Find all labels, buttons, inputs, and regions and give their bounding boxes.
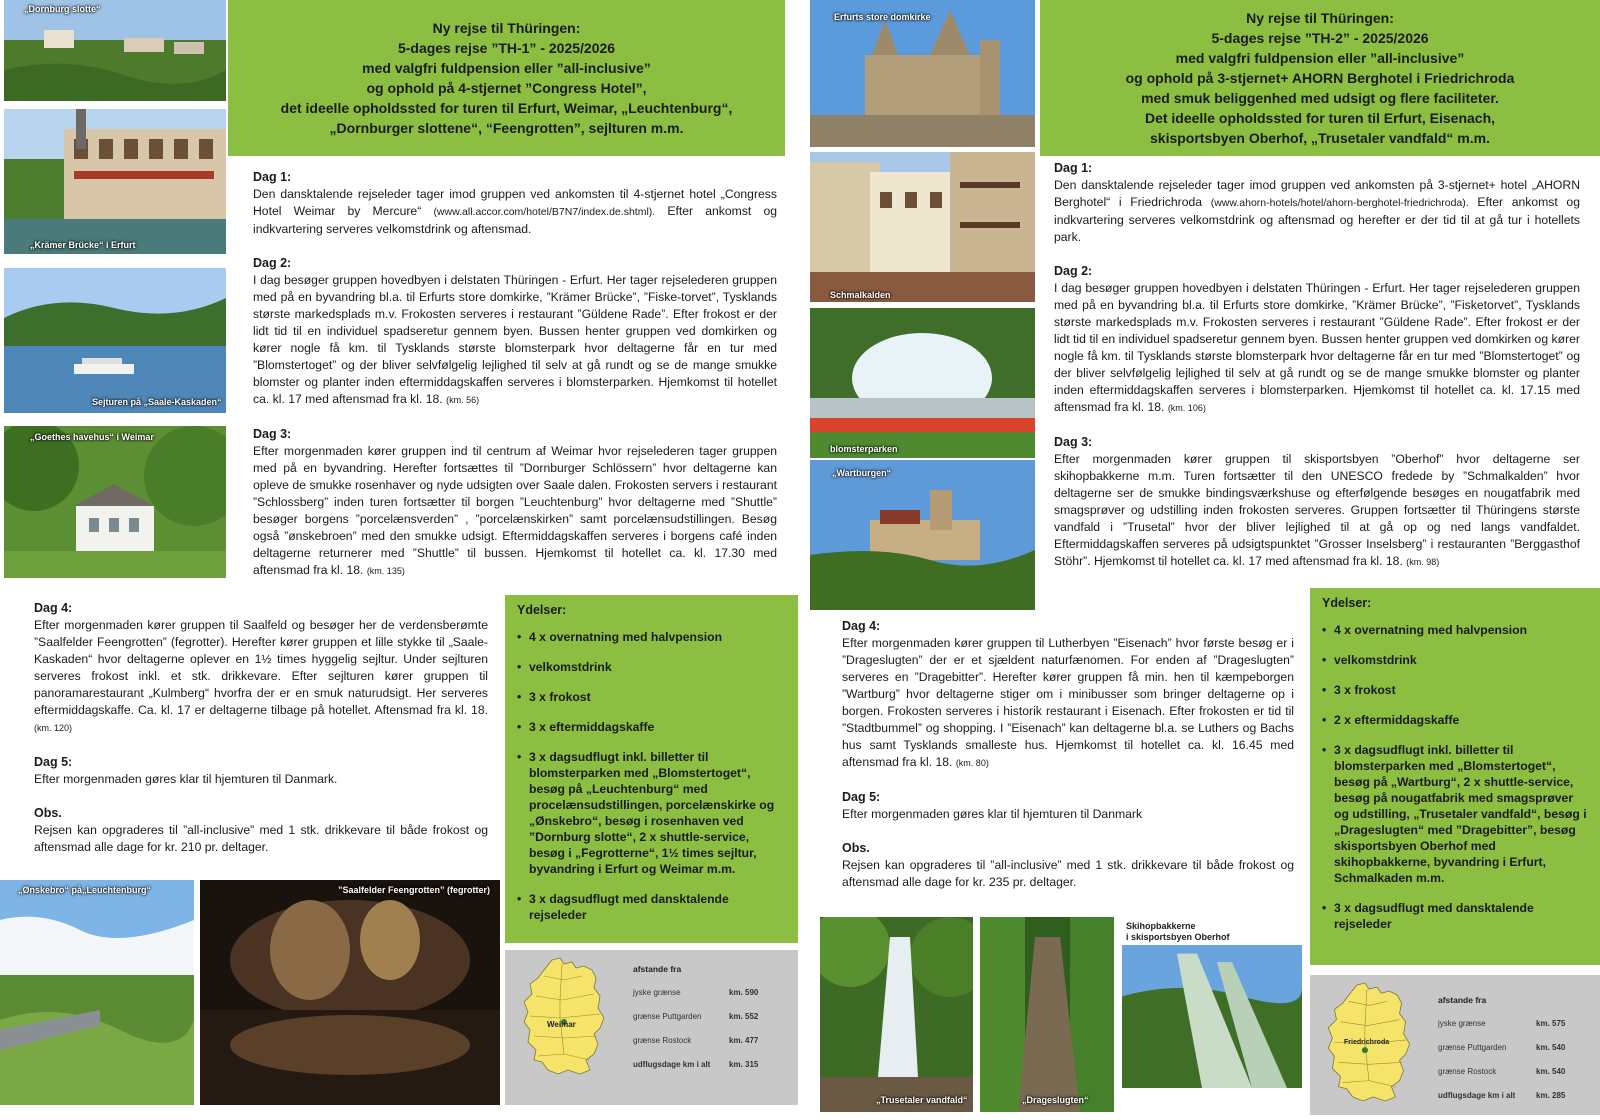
hotel-url: (www.ahorn-hotels/hotel/ahorn-berghotel-friedrichroda). (1210, 197, 1469, 209)
km-note: (km. 98) (1406, 557, 1440, 567)
distance-row: jyske grænse km. 590 (633, 988, 759, 997)
right-ydelser-box (1310, 588, 1600, 965)
right-itinerary-lower (842, 618, 1294, 891)
day-text: Den dansktalende rejseleder tager imod gruppen ved ankomsten på 3-stjernet+ hotel „AHORN Berghotel“ i Friedrichroda (www.ahorn-hotels/hotel/ahorn-berghotel-friedrichroda). Efter ankomst og indkvartering serveres velkomstdrink og aftensmad og herefter er der tid til at gå tur i hotellets park. (1054, 178, 1580, 244)
germany-map (513, 956, 615, 1076)
km-note: (km. 106) (1167, 403, 1206, 413)
photo-caption: Erfurts store domkirke (834, 12, 931, 22)
right-distance-box (1310, 975, 1600, 1115)
photo-schmalkalden (810, 152, 1035, 302)
distance-heading: afstande fra (633, 964, 682, 974)
ydelse-item: • velkomstdrink (517, 659, 786, 675)
photo-kraemer-bruecke (4, 109, 226, 254)
day-heading: Dag 4: (34, 601, 73, 615)
title-line: med valgfri fuldpension eller ”all-inclusive” (362, 60, 651, 76)
obs-heading: Obs. (842, 841, 870, 855)
distance-row: grænse Puttgarden km. 540 (1438, 1043, 1566, 1052)
distance-heading: afstande fra (1438, 995, 1487, 1005)
photo-caption: „Goethes havehus“ i Weimar (30, 432, 154, 442)
photo-caption: Skihopbakkerne (1126, 921, 1196, 931)
day-text: Efter morgenmaden gøres klar til hjemturen til Danmark (842, 807, 1143, 821)
left-distance-box (505, 950, 798, 1105)
photo-goethes-havehus (4, 426, 226, 578)
left-itinerary-lower (34, 600, 488, 856)
ydelser-heading: Ydelser: (517, 603, 567, 617)
day-heading: Dag 1: (253, 170, 292, 184)
title-line: Det ideelle opholdssted for turen til Erfurt, Eisenach, (1144, 110, 1496, 126)
photo-wartburg (810, 460, 1035, 610)
day-heading: Dag 5: (842, 790, 881, 804)
distance-row: grænse Puttgarden km. 552 (633, 1012, 759, 1021)
photo-caption: „Ønskebro“ på„Leuchtenburg“ (18, 885, 152, 895)
photo-caption: i skisportsbyen Oberhof (1126, 932, 1230, 942)
photo-caption: Schmalkalden (830, 290, 891, 300)
day-text: Efter morgenmaden kører gruppen til Lutherbyen ”Eisenach” hvor første besøg er i ”Drageslugten” der er et sjældent naturfænomen. For enden af ”Drageslugten” serveres en ”Dragebitter”. Herefter kører gruppen få min. hen til kæmpeborgen ”Wartburg” hvor deltagerne stiger om i minibusser som bringer deltagerne op i borgen. Frokosten serveres i historik restaurant i Eisenach. Efter frokosten er tid til ”Stadtbummel” og shopping. I ”Eisenach” kan deltagerne bl.a. se Luthers og Bachs hus samt Tysklands smalleste hus. Hjemkomst til hotellet ca. kl. 16.45 med aftensmad fra kl. 18. (km. 80) (842, 636, 1294, 769)
photo-caption: blomsterparken (830, 444, 898, 454)
left-ydelser-box (505, 595, 798, 943)
ydelse-item: • 3 x dagsudflugt med dansktalende rejseleder (517, 891, 786, 923)
day-heading: Dag 3: (1054, 435, 1093, 449)
ydelse-item: • 3 x dagsudflugt inkl. billetter til blomsterparken med „Blomstertoget“, besøg på „Wartburg“, 2 x shuttle-service, besøg på nougatfabrik med smagsprøver og udstilling, „Trusetaler vandfald“, besøg i „Drageslugten“ med ”Dragebitter”, besøg skisportsbyen Oberhof med skihopbakkerne, byvandring i Erfurt, Schmalkaden m.m. (1322, 742, 1588, 886)
obs-heading: Obs. (34, 806, 62, 820)
day-text: Efter morgenmaden kører gruppen til skisportsbyen ”Oberhof” hvor deltagerne ser skihopbakkerne m.m. Turen fortsætter til den UNESCO fredede by ”Schmalkalden” hvor deltagerne ser de smukke bindingsværkshuse og efterfølgende besøges en nougatfabrik med smagsprøver og udstilling inden frokosten serveres. Gruppen fortsætter til Thüringens største vandfald i ”Trusetal” hvor der bliver lejlighed til at gå op og ned langs vandfaldet. Eftermiddagskaffen serveres på udsigtspunktet ”Grosser Inselsberg” i restauranten ”Berggasthof Stöhr”. Hjemkomst til hotellet ca. kl. 17 med aftensmad fra kl. 18. (km. 98) (1054, 452, 1580, 568)
obs-text: Rejsen kan opgraderes til ”all-inclusive” med 1 stk. drikkevare til både frokost og aftensmad alle dage for kr. 235 pr. deltager. (842, 858, 1294, 889)
distance-row: grænse Rostock km. 540 (1438, 1067, 1566, 1076)
distance-row: udflugsdage km i alt km. 285 (1438, 1091, 1566, 1100)
distance-row: jyske grænse km. 575 (1438, 1019, 1566, 1028)
day-heading: Dag 2: (253, 256, 292, 270)
day-heading: Dag 4: (842, 619, 881, 633)
ydelse-item: • 3 x dagsudflugt med dansktalende rejseleder (1322, 900, 1588, 932)
ydelser-heading: Ydelser: (1322, 596, 1372, 610)
day-text: I dag besøger gruppen hovedbyen i delstaten Thüringen - Erfurt. Her tager rejselederen gruppen med på en byvandring bl.a. til Erfurts store domkirke, ”Krämer Brücke”, ”Fisketorvet”, Tysklands største markedsplads m.v. Frokosten serveres i restaurant ”Güldene Rade”. Efter frokost er der lidt tid til en individuel spadseretur gennem byen. Bussen henter gruppen ved domkirken og kører nogle få km. til Tysklands største blomsterpark hvor deltagerne får en tur med ”Blomstertoget” og der bliver selvfølgelig lejlighed til selv at gå rundt og se de mange smukke blomster og planter inden eftermiddagskaffen serveres i blomsterparken. Hjemkomst til hotellet ca. kl. 17.15 med aftensmad fra kl. 18. (km. 106) (1054, 281, 1580, 414)
map-location-label: Friedrichroda (1344, 1039, 1390, 1046)
ydelse-item: • 3 x dagsudflugt inkl. billetter til blomsterparken med „Blomstertoget“, besøg på „Leuchtenburg“ med procelænsudstillingen, porcelænskirke og „Ønskebro“, besøg i rosenhaven ved ”Dornburg slotte“, 2 x shuttle-service, besøg i „Fegrotterne“, 1½ times sejltur, byvandring i Erfurt og Weimar m.m. (517, 749, 786, 877)
photo-caption: Sejturen på „Saale-Kaskaden“ (92, 397, 222, 407)
photo-erfurt-domkirke (810, 0, 1035, 147)
photo-blomsterparken (810, 308, 1035, 458)
day-heading: Dag 1: (1054, 161, 1093, 175)
km-note: (km. 120) (34, 723, 73, 733)
day-heading: Dag 5: (34, 755, 73, 769)
title-line: „Dornburger slottene“, “Feengrotten”, sejlturen m.m. (329, 120, 684, 136)
km-note: (km. 80) (955, 758, 989, 768)
right-itinerary-upper (1054, 160, 1580, 571)
day-heading: Dag 2: (1054, 264, 1093, 278)
photo-feengrotten (200, 880, 500, 1105)
obs-text: Rejsen kan opgraderes til ”all-inclusive” med 1 stk. drikkevare til både frokost og aftensmad alle dage for kr. 210 pr. deltager. (34, 823, 488, 854)
km-note: (km. 56) (446, 395, 480, 405)
germany-map (1318, 981, 1420, 1103)
day-heading: Dag 3: (253, 427, 292, 441)
photo-caption: „Wartburgen“ (832, 468, 892, 478)
photo-dornburg-slotte (4, 0, 226, 101)
day-text: I dag besøger gruppen hovedbyen i delstaten Thüringen - Erfurt. Her tager rejselederen gruppen med på en byvandring bl.a. til Erfurts store domkirke, ”Krämer Brücke”, ”Fiske-torvet”, Tysklands største markedsplads m.v. Frokosten serveres i restaurant ”Güldene Rade”. Efter frokost er der lidt tid til en individuel spadseretur gennem byen. Bussen henter gruppen ved domkirken og kører nogle få km. til Tysklands største blomsterpark hvor deltagerne får en tur med ”Blomstertoget” og der bliver selvfølgelig lejlighed til selv at gå rundt og se de mange smukke blomster og planter inden eftermiddagskaffen serveres i blomsterparken. Hjemkomst til hotellet ca. kl. 17 med aftensmad fra kl. 18. (km. 56) (253, 273, 777, 406)
map-location-label: Weimar (547, 1020, 576, 1029)
photo-trusetaler-vandfald (820, 917, 973, 1112)
ydelse-item: • velkomstdrink (1322, 652, 1588, 668)
title-line: Ny rejse til Thüringen: (1246, 10, 1394, 26)
title-line: 5-dages rejse ”TH-2” - 2025/2026 (1211, 30, 1429, 46)
day-text: Efter morgenmaden gøres klar til hjemturen til Danmark. (34, 772, 338, 786)
distance-row: grænse Rostock km. 477 (633, 1036, 759, 1045)
ydelse-item: • 3 x frokost (517, 689, 786, 705)
photo-caption: „Drageslugten“ (1022, 1095, 1089, 1105)
day-text: Efter morgenmaden kører gruppen ind til centrum af Weimar hvor rejselederen tager gruppen med på en byvandring. Herefter fortsættes til ”Dornburger Schlössern” hvor deltagerne kan opleve de smukke rosenhaver og nyde udsigten over Saale dalen. Frokosten servers i restaurant ”Schlossberg” inden turen fortsætter til borgen ”Leuchtenburg” hvor deltagerne med ”Shuttle” besøger borgens ”porcelænsverden” , ”porcelænskirken” samt porcelænsudstillingen. Besøg også ”ønskebroen” med den smukke udsigt. Eftermiddagskaffen serveres i borgens café inden deltagerne returnerer med ”Shuttle” til bussen. Hjemkomst til hotellet ca. kl. 17.30 med aftensmad fra kl. 18. (km. 135) (253, 444, 777, 577)
photo-oenskebro (0, 880, 194, 1105)
title-line: skisportsbyen Oberhof, „Trusetaler vandfald“ m.m. (1150, 130, 1490, 146)
title-line: og ophold på 4-stjernet ”Congress Hotel”, (366, 80, 647, 96)
ydelse-item: • 2 x eftermiddagskaffe (1322, 712, 1588, 728)
distance-row: udflugsdage km i alt km. 315 (633, 1060, 759, 1069)
photo-caption: „Krämer Brücke“ i Erfurt (30, 240, 136, 250)
ydelse-item: • 3 x frokost (1322, 682, 1588, 698)
title-line: det ideelle opholdssted for turen til Erfurt, Weimar, „Leuchtenburg“, (280, 100, 733, 116)
photo-oberhof-skihop (1122, 917, 1302, 1112)
left-title-box (228, 0, 785, 156)
day-text: Efter morgenmaden kører gruppen til Saalfeld og besøger her de verdensberømte ”Saalfelder Feengrotten” (fegrotter). Herefter kører gruppen et lille stykke til „Saale-Kaskaden“ hvor deltagerne oplever en 1½ times hyggelig sejltur. Under sejlturen serveres frokost inkl. et stk. drikkevare. Efter sejlturen kører gruppen til panoramarestaurant „Kulmberg“ hvorfra der er en smuk naturudsigt. Her serveres eftermiddagskaffe. Ca. kl. 17 er deltagerne tilbage på hotellet. Aftensmad fra kl. 18. (km. 120) (34, 618, 488, 733)
title-line: med smuk beliggenhed med udsigt og flere faciliteter. (1141, 90, 1499, 106)
right-title-box (1040, 0, 1600, 156)
day-text: Den dansktalende rejseleder tager imod gruppen ved ankomsten til 4-stjernet hotel „Congress Hotel Weimar by Mercure“ (www.all.accor.com/hotel/B7N7/index.de.shtml). Efter ankomst og indkvartering serveres velkomstdrink og aftensmad. (253, 187, 778, 236)
photo-caption: ”Saalfelder Feengrotten” (fegrotter) (338, 885, 491, 895)
title-line: og ophold på 3-stjernet+ AHORN Berghotel i Friedrichroda (1125, 70, 1515, 86)
title-line: 5-dages rejse ”TH-1” - 2025/2026 (397, 40, 616, 56)
left-itinerary-upper (253, 169, 777, 580)
km-note: (km. 135) (366, 566, 405, 576)
ydelse-item: • 4 x overnatning med halvpension (517, 629, 786, 645)
photo-saale-kaskaden (4, 268, 226, 413)
photo-caption: „Trusetaler vandfald“ (876, 1095, 968, 1105)
title-line: Ny rejse til Thüringen: (432, 20, 581, 36)
ydelse-item: • 4 x overnatning med halvpension (1322, 622, 1588, 638)
photo-drageslugten (980, 917, 1114, 1112)
title-line: med valgfri fuldpension eller ”all-inclusive” (1175, 50, 1465, 66)
ydelse-item: • 3 x eftermiddagskaffe (517, 719, 786, 735)
hotel-url: (www.all.accor.com/hotel/B7N7/index.de.shtml). (433, 206, 656, 218)
photo-caption: „Dornburg slotte“ (24, 4, 101, 14)
